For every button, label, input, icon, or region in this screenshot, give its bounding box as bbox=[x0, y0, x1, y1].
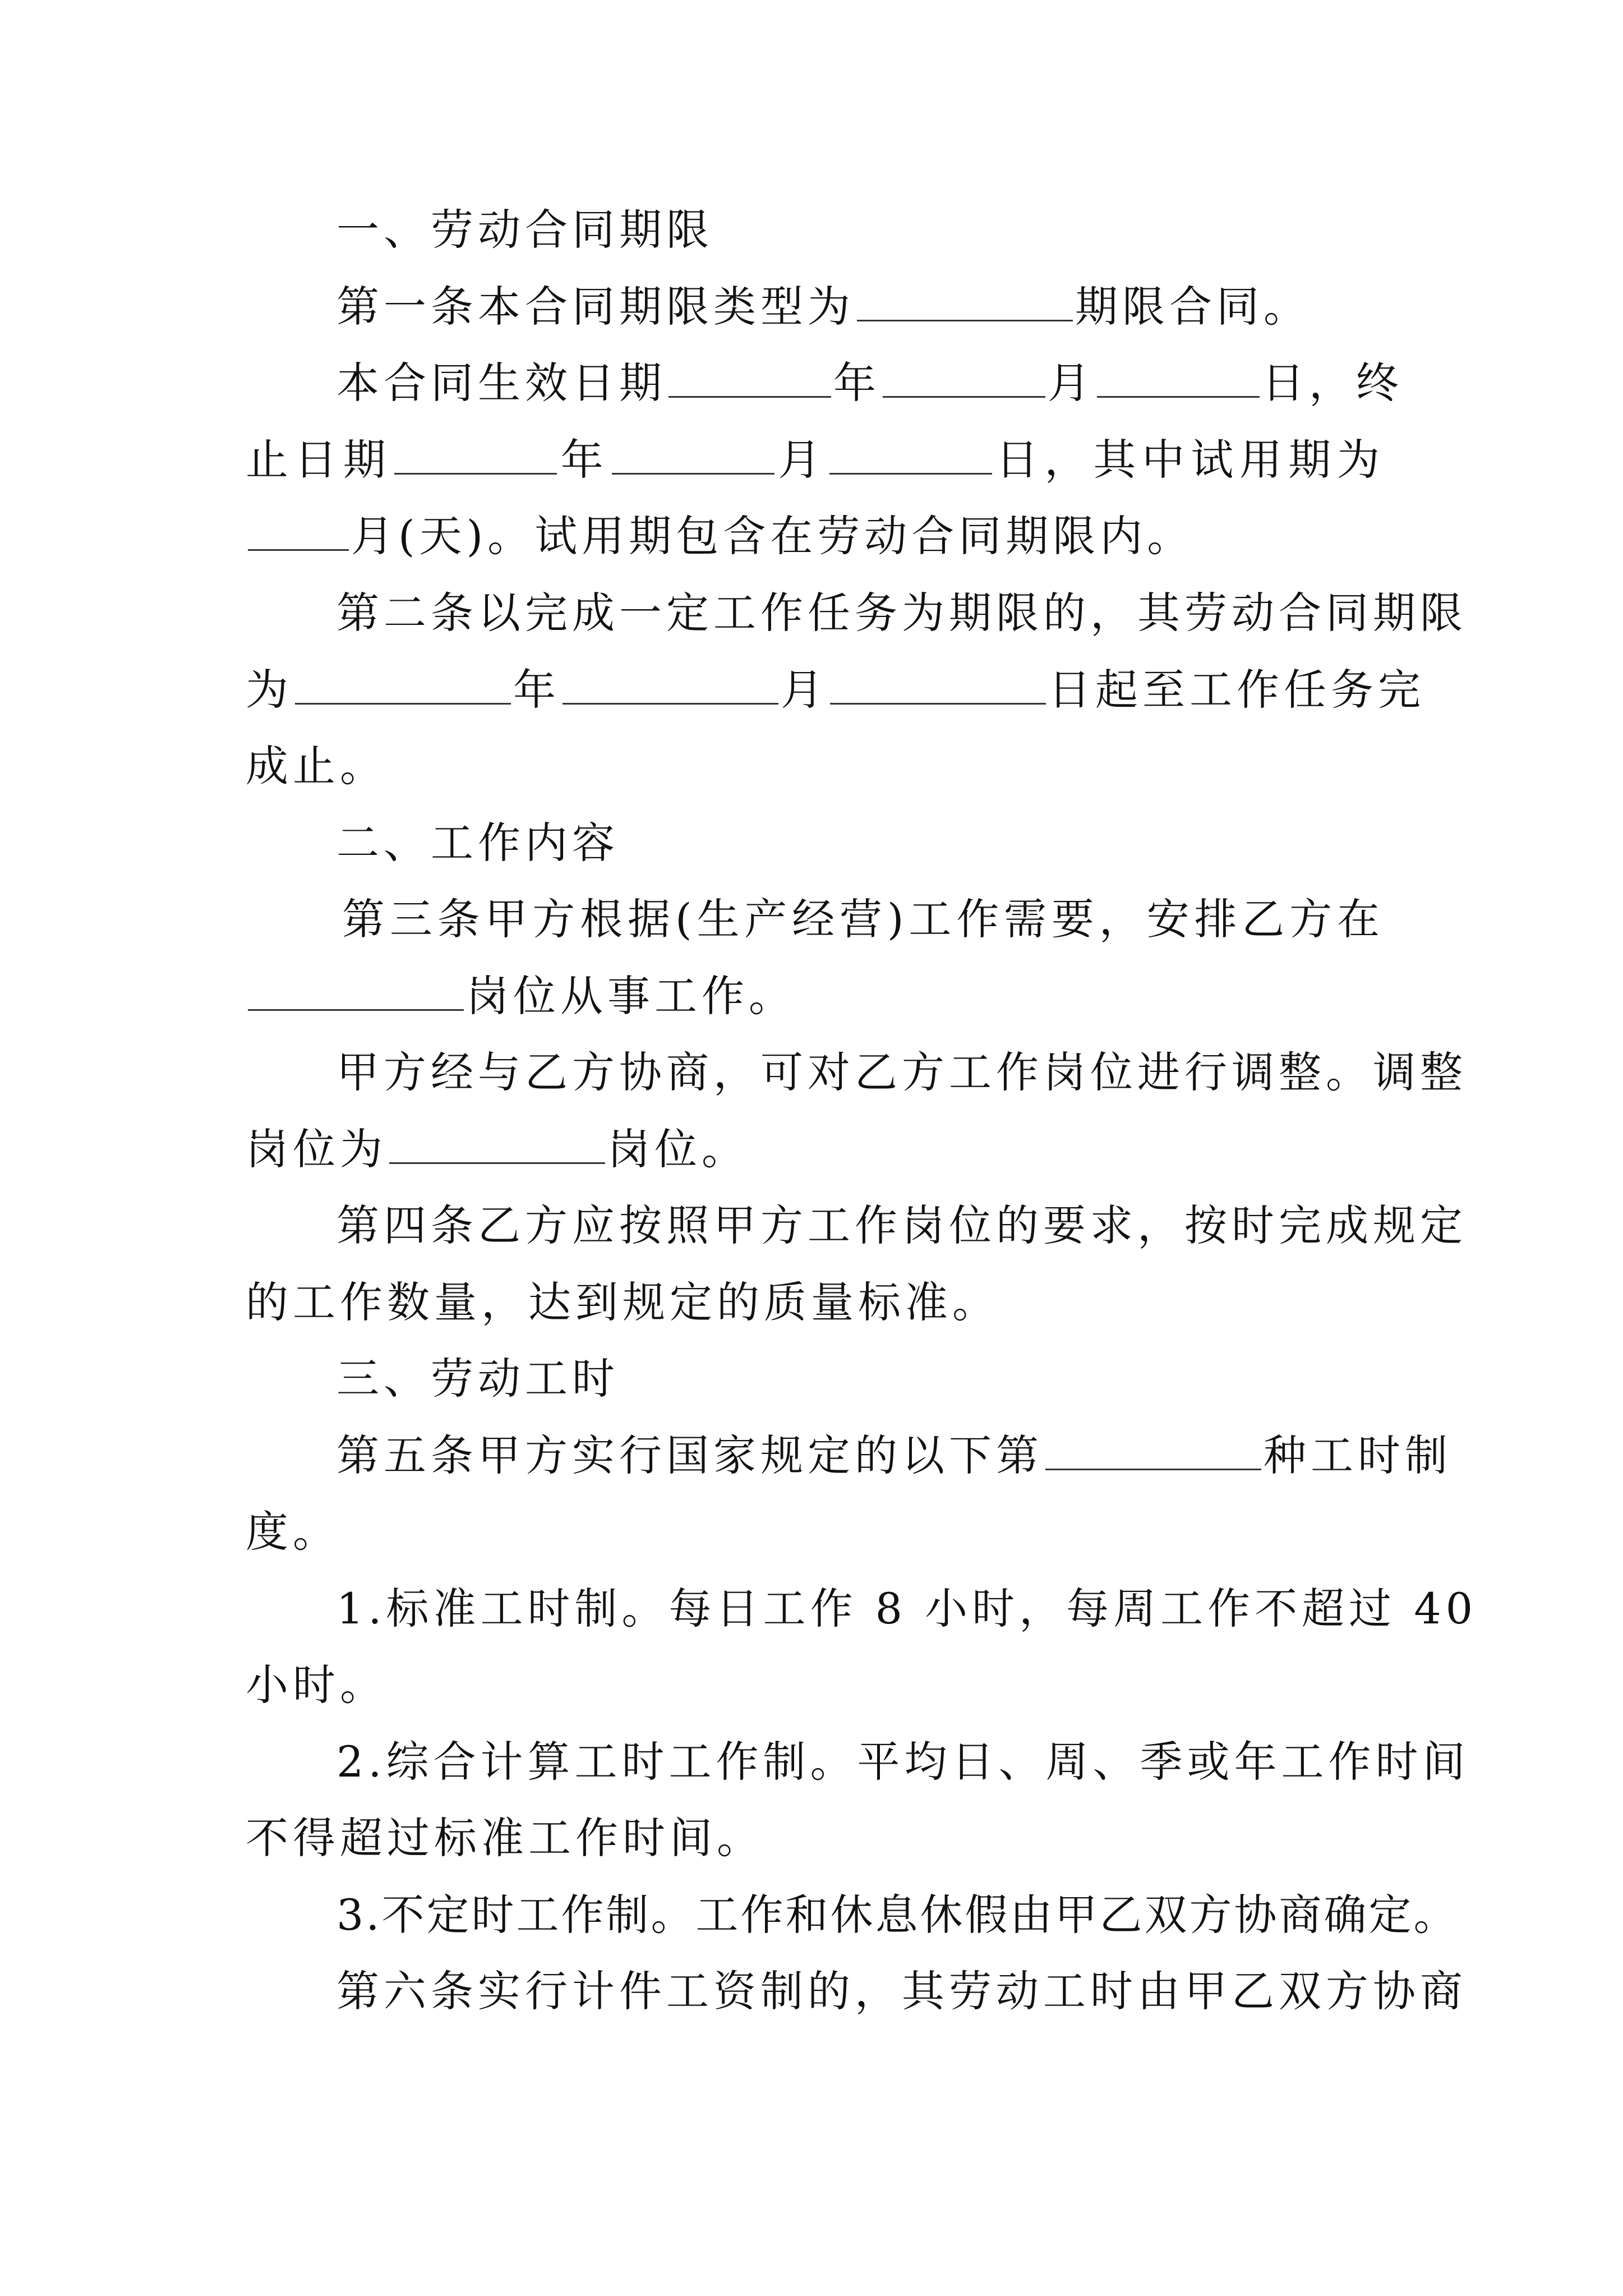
task-month-blank[interactable] bbox=[562, 668, 778, 705]
article-3-position-line bbox=[246, 968, 1384, 1024]
article-5-text: 第五条甲方实行国家规定的以下第 bbox=[336, 1430, 1043, 1480]
year-label: 年 bbox=[833, 358, 880, 408]
adjust-position-end: 岗位。 bbox=[607, 1124, 749, 1174]
task-year-blank[interactable] bbox=[295, 668, 511, 705]
article-1 bbox=[336, 279, 1384, 335]
year-label: 年 bbox=[513, 665, 560, 715]
article-5 bbox=[336, 1428, 1452, 1484]
month-label: 月 bbox=[1048, 358, 1095, 408]
article-3-text-end: 岗位从事工作。 bbox=[466, 971, 796, 1021]
article-2-wei: 为 bbox=[246, 665, 293, 715]
hours-system-blank[interactable] bbox=[1045, 1434, 1261, 1470]
trial-period-line bbox=[246, 508, 1384, 564]
trial-period-text: 月(天)。试用期包含在劳动合同期限内。 bbox=[351, 511, 1195, 561]
article-3: 第三条甲方根据(生产经营)工作需要，安排乙方在 bbox=[342, 894, 1384, 944]
standard-hours-item-end: 小时。 bbox=[246, 1660, 387, 1710]
article-4-end: 的工作数量，达到规定的质量标准。 bbox=[246, 1277, 999, 1327]
end-date-line bbox=[246, 432, 1384, 488]
article-5-end: 度。 bbox=[246, 1507, 340, 1557]
article-5-text-end: 种工时制 bbox=[1264, 1430, 1452, 1480]
trial-period-blank[interactable] bbox=[248, 514, 349, 551]
section-heading-work-content: 二、工作内容 bbox=[336, 818, 619, 868]
year-label: 年 bbox=[559, 435, 610, 485]
article-1-text-end: 期限合同。 bbox=[1075, 282, 1311, 332]
comprehensive-hours-item: 2.综合计算工时工作制。平均日、周、季或年工作时间 bbox=[336, 1737, 1470, 1787]
article-1-text: 第一条本合同期限类型为 bbox=[336, 282, 855, 332]
contract-type-blank[interactable] bbox=[857, 285, 1073, 321]
adjusted-position-blank[interactable] bbox=[389, 1128, 605, 1164]
article-2-end: 成止。 bbox=[246, 741, 387, 791]
start-month-blank[interactable] bbox=[883, 361, 1045, 398]
month-label: 月 bbox=[776, 435, 827, 485]
day-label: 日，终 bbox=[1262, 358, 1403, 408]
position-blank[interactable] bbox=[248, 974, 464, 1011]
effective-date-line bbox=[336, 355, 1403, 411]
adjust-position-line bbox=[246, 1121, 1384, 1177]
effective-date-label: 本合同生效日期 bbox=[336, 358, 666, 408]
article-2-date-line bbox=[246, 662, 1425, 718]
article-2-text-end: 日起至工作任务完 bbox=[1048, 665, 1425, 715]
end-year-blank[interactable] bbox=[394, 438, 557, 475]
article-4: 第四条乙方应按照甲方工作岗位的要求，按时完成规定 bbox=[336, 1200, 1467, 1250]
trial-label: 日，其中试用期为 bbox=[994, 435, 1385, 485]
adjust-position-label: 岗位为 bbox=[246, 1124, 387, 1174]
article-6: 第六条实行计件工资制的，其劳动工时由甲乙双方协商 bbox=[336, 1966, 1467, 2016]
end-month-blank[interactable] bbox=[612, 438, 774, 475]
section-heading-working-hours: 三、劳动工时 bbox=[336, 1354, 619, 1404]
flexible-hours-item: 3.不定时工作制。工作和休息休假由甲乙双方协商确定。 bbox=[336, 1890, 1459, 1940]
comprehensive-hours-item-end: 不得超过标准工作时间。 bbox=[246, 1813, 764, 1863]
article-2: 第二条以完成一定工作任务为期限的，其劳动合同期限 bbox=[336, 588, 1467, 638]
month-label: 月 bbox=[781, 665, 828, 715]
adjust-clause: 甲方经与乙方协商，可对乙方工作岗位进行调整。调整 bbox=[336, 1047, 1467, 1097]
start-day-blank[interactable] bbox=[1097, 361, 1260, 398]
start-year-blank[interactable] bbox=[668, 361, 831, 398]
end-date-label: 止日期 bbox=[246, 435, 392, 485]
end-day-blank[interactable] bbox=[829, 438, 992, 475]
standard-hours-item: 1.标准工时制。每日工作 8 小时，每周工作不超过 40 bbox=[336, 1584, 1478, 1634]
section-heading-contract-term: 一、劳动合同期限 bbox=[336, 205, 713, 255]
task-day-blank[interactable] bbox=[830, 668, 1046, 705]
